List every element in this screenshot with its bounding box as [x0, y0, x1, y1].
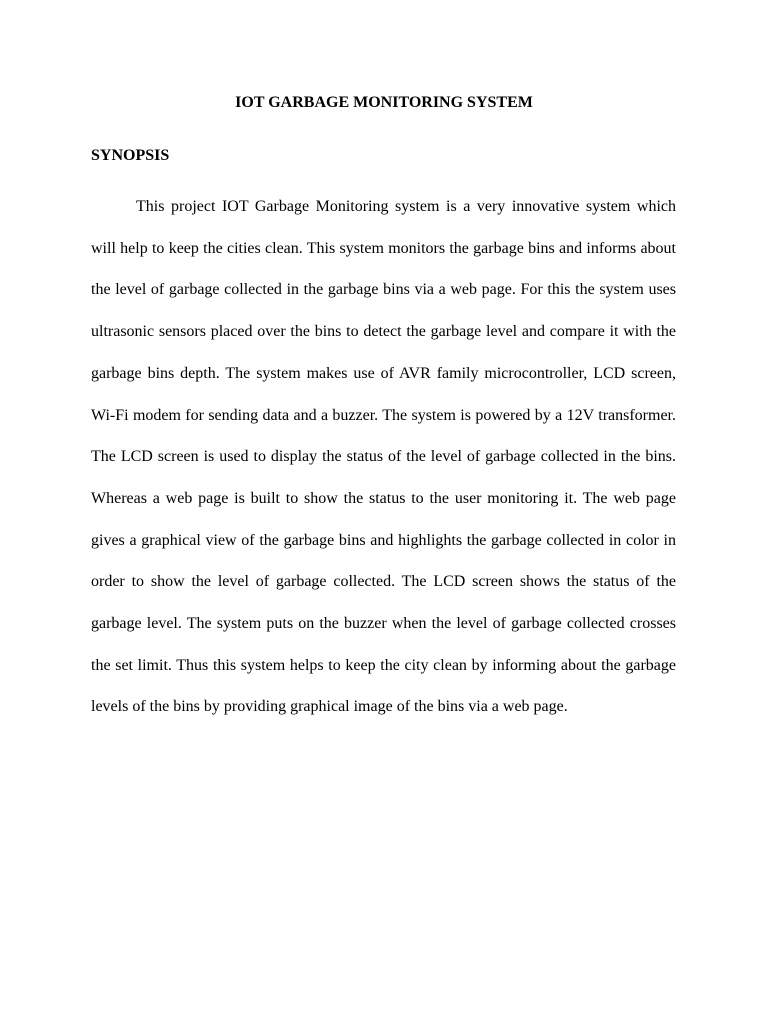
- section-heading-synopsis: SYNOPSIS: [91, 147, 170, 164]
- synopsis-paragraph: This project IOT Garbage Monitoring system is a very innovative system which will help to keep the cities clean. This system monitors the garbage bins and informs about the level of garbage collected in the garbage bins via a web page. For this the system uses ultrasonic sensors placed over the bins to detect the garbage level and compare it with the garbage bins depth. The system makes use of AVR family microcontroller, LCD screen, Wi-Fi modem for sending data and a buzzer. The system is powered by a 12V transformer. The LCD screen is used to display the status of the level of garbage collected in the bins. Whereas a web page is built to show the status to the user monitoring it. The web page gives a graphical view of the garbage bins and highlights the garbage collected in color in order to show the level of garbage collected. The LCD screen shows the status of the garbage level. The system puts on the buzzer when the level of garbage collected crosses the set limit. Thus this system helps to keep the city clean by informing about the garbage levels of the bins by providing graphical image of the bins via a web page.: [91, 198, 676, 716]
- document-title: IOT GARBAGE MONITORING SYSTEM: [235, 94, 533, 111]
